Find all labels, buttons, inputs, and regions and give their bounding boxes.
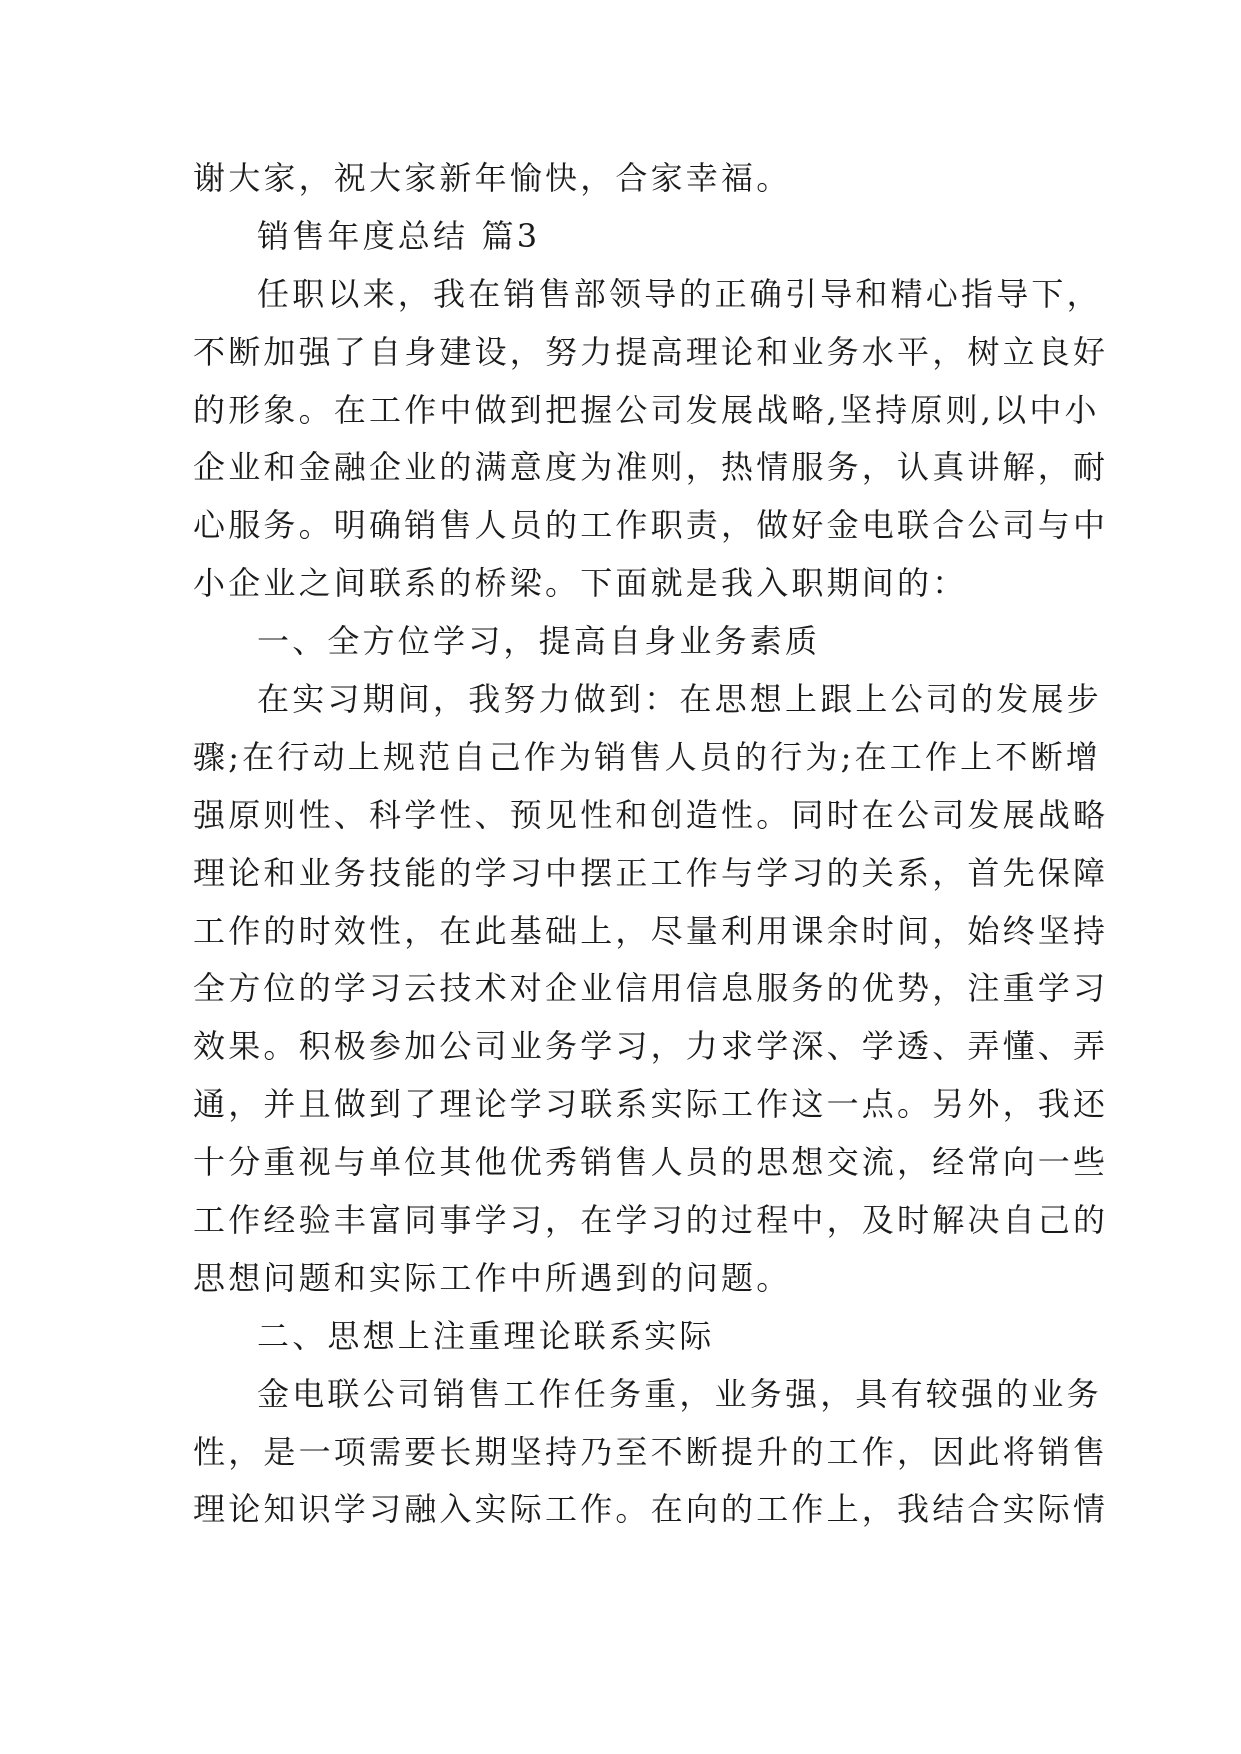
section-heading: 二、思想上注重理论联系实际: [257, 1316, 715, 1355]
document-body: [193, 150, 1109, 1539]
paragraph-line: 小企业之间联系的桥梁。下面就是我入职期间的：: [193, 564, 968, 603]
paragraph-line: 骤;在行动上规范自己作为销售人员的行为;在工作上不断增: [193, 737, 1101, 776]
paragraph-line: 工作的时效性，在此基础上，尽量利用课余时间，始终坚持: [193, 911, 1109, 950]
section-title: 销售年度总结 篇3: [257, 216, 541, 255]
paragraph-line: 十分重视与单位其他优秀销售人员的思想交流，经常向一些: [193, 1143, 1109, 1182]
paragraph-line: 全方位的学习云技术对企业信用信息服务的优势，注重学习: [193, 969, 1109, 1008]
paragraph-line: 性，是一项需要长期坚持乃至不断提升的工作，因此将销售: [193, 1432, 1109, 1471]
paragraph-line: 思想问题和实际工作中所遇到的问题。: [193, 1258, 792, 1297]
paragraph-line: 通，并且做到了理论学习联系实际工作这一点。另外，我还: [193, 1085, 1109, 1124]
section-heading: 一、全方位学习，提高自身业务素质: [257, 622, 821, 661]
paragraph-line: 理论和业务技能的学习中摆正工作与学习的关系，首先保障: [193, 853, 1109, 892]
paragraph-line: 工作经验丰富同事学习，在学习的过程中，及时解决自己的: [193, 1201, 1109, 1240]
paragraph-line: 不断加强了自身建设，努力提高理论和业务水平，树立良好: [193, 332, 1109, 371]
paragraph-line: 心服务。明确销售人员的工作职责，做好金电联合公司与中: [193, 506, 1109, 545]
paragraph-line: 理论知识学习融入实际工作。在向的工作上，我结合实际情: [193, 1490, 1109, 1529]
paragraph-line: 强原则性、科学性、预见性和创造性。同时在公司发展战略: [193, 795, 1109, 834]
paragraph-line: 在实习期间，我努力做到：在思想上跟上公司的发展步: [257, 680, 1102, 719]
paragraph-line: 企业和金融企业的满意度为准则，热情服务，认真讲解，耐: [193, 448, 1109, 487]
paragraph-line: 任职以来，我在销售部领导的正确引导和精心指导下，: [257, 274, 1102, 313]
paragraph-line: 效果。积极参加公司业务学习，力求学深、学透、弄懂、弄: [193, 1027, 1109, 1066]
paragraph-line: 的形象。在工作中做到把握公司发展战略,坚持原则,以中小: [193, 390, 1100, 429]
paragraph-line: 谢大家，祝大家新年愉快，合家幸福。: [193, 159, 792, 197]
paragraph-line: 金电联公司销售工作任务重，业务强，具有较强的业务: [257, 1374, 1102, 1413]
